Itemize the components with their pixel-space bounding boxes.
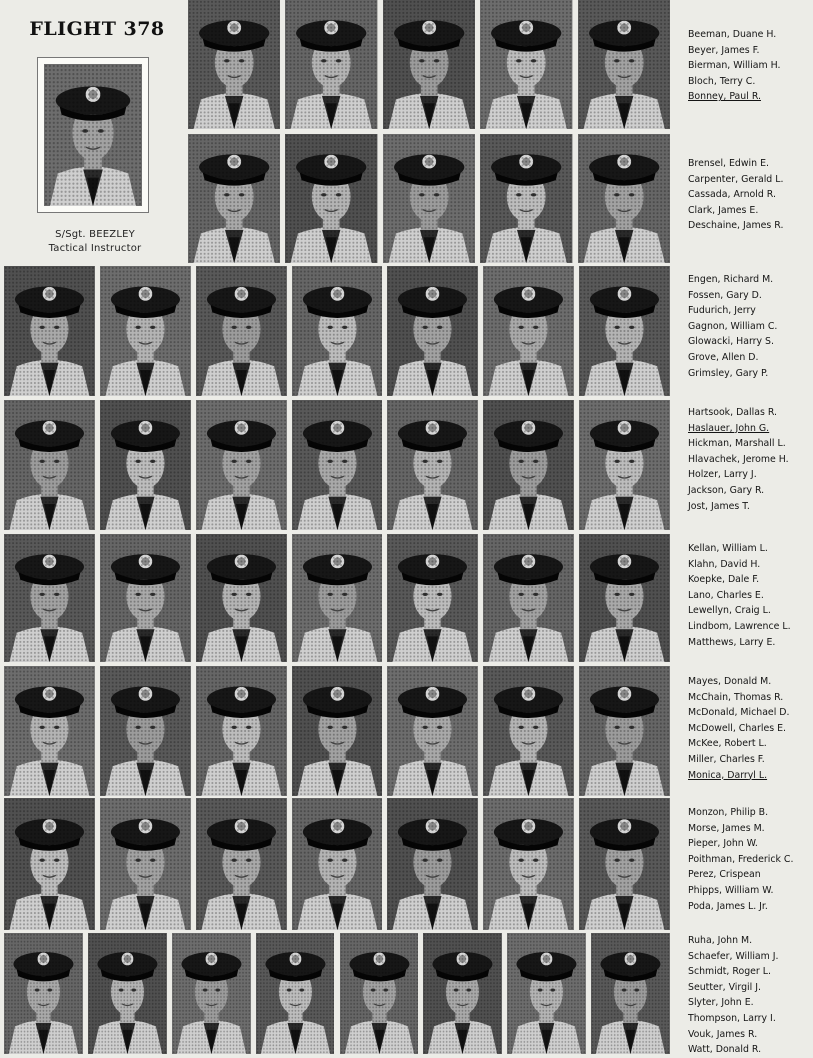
portrait-photo xyxy=(100,666,191,796)
cadet-name: Jost, James T. xyxy=(688,500,750,512)
cadet-name: Cassada, Arnold R. xyxy=(688,189,776,201)
portrait-photo xyxy=(196,666,287,796)
cadet-name: Brensel, Edwin E. xyxy=(688,158,769,169)
flight-title: FLIGHT 378 xyxy=(29,18,165,40)
portrait-photo xyxy=(292,266,383,396)
cadet-name: Poda, James L. Jr. xyxy=(688,900,768,912)
portrait-photo xyxy=(387,666,478,796)
name-list xyxy=(688,805,810,914)
name-list xyxy=(688,27,810,105)
portrait-photo xyxy=(579,400,670,530)
portrait-photo xyxy=(292,798,383,930)
cadet-name: Miller, Charles F. xyxy=(688,753,765,765)
cadet-name: McDonald, Michael D. xyxy=(688,707,790,719)
portrait-photo xyxy=(383,0,475,129)
cadet-name: Koepke, Dale F. xyxy=(688,574,760,586)
cadet-name: McDowell, Charles E. xyxy=(688,722,787,734)
cadet-name: Lindbom, Lawrence L. xyxy=(688,620,791,632)
instructor-name: S/Sgt. BEEZLEY xyxy=(55,229,135,240)
portrait-photo xyxy=(196,266,287,396)
portrait-photo xyxy=(483,400,574,530)
portrait-photo xyxy=(292,400,383,530)
cadet-name: Grove, Allen D. xyxy=(688,351,759,363)
cadet-name: Mayes, Donald M. xyxy=(688,676,772,687)
portrait-photo xyxy=(4,400,95,530)
portrait-photo xyxy=(591,933,670,1054)
portrait-photo xyxy=(579,666,670,796)
portrait-photo xyxy=(480,134,572,263)
cadet-name: Lano, Charles E. xyxy=(688,589,764,601)
portrait-photo xyxy=(292,666,383,796)
cadet-name: Thompson, Larry I. xyxy=(688,1012,776,1024)
cadet-name: Watt, Donald R. xyxy=(688,1044,762,1056)
portrait-photo xyxy=(483,666,574,796)
cadet-name: Deschaine, James R. xyxy=(688,220,784,232)
portrait-photo xyxy=(4,666,95,796)
portrait-photo xyxy=(100,400,191,530)
portrait-photo xyxy=(387,400,478,530)
cadet-name: Bierman, William H. xyxy=(688,60,781,72)
cadet-name: Morse, James M. xyxy=(688,822,765,834)
portrait-photo xyxy=(172,933,251,1054)
cadet-name: Clark, James E. xyxy=(688,204,759,216)
cadet-name: Ruha, John M. xyxy=(688,935,753,946)
cadet-name: McKee, Robert L. xyxy=(688,738,767,750)
name-list xyxy=(688,405,810,514)
portrait-photo xyxy=(578,0,670,129)
cadet-name: Glowacki, Harry S. xyxy=(688,336,774,348)
portrait-photo xyxy=(100,534,191,662)
portrait-photo xyxy=(4,798,95,930)
name-list xyxy=(688,933,810,1058)
portrait-photo xyxy=(4,534,95,662)
cadet-name: Slyter, John E. xyxy=(688,997,754,1009)
name-list xyxy=(688,541,810,650)
portrait-photo xyxy=(256,933,335,1054)
cadet-name: Bonney, Paul R. xyxy=(688,91,761,103)
cadet-name: Perez, Crispean xyxy=(688,869,761,881)
name-list xyxy=(688,156,810,234)
cadet-name: Matthews, Larry E. xyxy=(688,636,776,648)
cadet-name: Engen, Richard M. xyxy=(688,274,774,285)
portrait-photo xyxy=(285,134,377,263)
portrait-photo xyxy=(4,266,95,396)
portrait-photo xyxy=(292,534,383,662)
portrait-photo xyxy=(285,0,377,129)
cadet-name: Carpenter, Gerald L. xyxy=(688,173,784,185)
cadet-name: Seutter, Virgil J. xyxy=(688,981,761,993)
portrait-photo xyxy=(340,933,419,1054)
cadet-name: Phipps, William W. xyxy=(688,884,774,896)
portrait-photo xyxy=(579,534,670,662)
portrait-photo xyxy=(100,266,191,396)
instructor-role: Tactical Instructor xyxy=(48,243,142,254)
cadet-name: Hartsook, Dallas R. xyxy=(688,407,778,418)
cadet-name: McChain, Thomas R. xyxy=(688,691,784,703)
cadet-name: Jackson, Gary R. xyxy=(688,484,765,496)
portrait-photo xyxy=(423,933,502,1054)
portrait-photo xyxy=(4,933,83,1054)
cadet-name: Poithman, Frederick C. xyxy=(688,853,794,865)
cadet-name: Vouk, James R. xyxy=(688,1028,758,1040)
portrait-photo xyxy=(387,798,478,930)
cadet-name: Hickman, Marshall L. xyxy=(688,438,786,450)
cadet-name: Holzer, Larry J. xyxy=(688,469,757,481)
portrait-photo xyxy=(483,798,574,930)
portrait-photo xyxy=(196,400,287,530)
cadet-name: Beyer, James F. xyxy=(688,44,760,56)
cadet-name: Haslauer, John G. xyxy=(688,422,770,434)
portrait-photo xyxy=(483,534,574,662)
cadet-name: Monzon, Philip B. xyxy=(688,807,769,818)
portrait-photo xyxy=(383,134,475,263)
cadet-name: Monica, Darryl L. xyxy=(688,769,768,781)
portrait-photo xyxy=(507,933,586,1054)
cadet-name: Fossen, Gary D. xyxy=(688,289,762,301)
cadet-name: Gagnon, William C. xyxy=(688,320,778,332)
name-list xyxy=(688,272,810,381)
portrait-photo xyxy=(100,798,191,930)
portrait-photo xyxy=(88,933,167,1054)
portrait-photo xyxy=(579,266,670,396)
cadet-name: Lewellyn, Craig L. xyxy=(688,605,771,617)
cadet-name: Fudurich, Jerry xyxy=(688,305,756,317)
name-list xyxy=(688,674,810,783)
cadet-name: Schmidt, Roger L. xyxy=(688,966,771,978)
portrait-photo xyxy=(579,798,670,930)
portrait-photo xyxy=(578,134,670,263)
cadet-name: Beeman, Duane H. xyxy=(688,29,777,40)
cadet-name: Schaefer, William J. xyxy=(688,950,779,962)
portrait-photo xyxy=(387,534,478,662)
cadet-name: Grimsley, Gary P. xyxy=(688,367,769,379)
portrait-photo xyxy=(188,134,280,263)
portrait-photo xyxy=(196,798,287,930)
portrait-photo xyxy=(480,0,572,129)
instructor-portrait xyxy=(38,58,148,212)
portrait-photo xyxy=(387,266,478,396)
portrait-photo xyxy=(188,0,280,129)
portrait-photo xyxy=(483,266,574,396)
cadet-name: Pieper, John W. xyxy=(688,838,758,850)
cadet-name: Hlavachek, Jerome H. xyxy=(688,453,789,465)
cadet-name: Bloch, Terry C. xyxy=(688,75,756,87)
portrait-photo xyxy=(196,534,287,662)
cadet-name: Klahn, David H. xyxy=(688,558,761,570)
cadet-name: Kellan, William L. xyxy=(688,543,768,554)
